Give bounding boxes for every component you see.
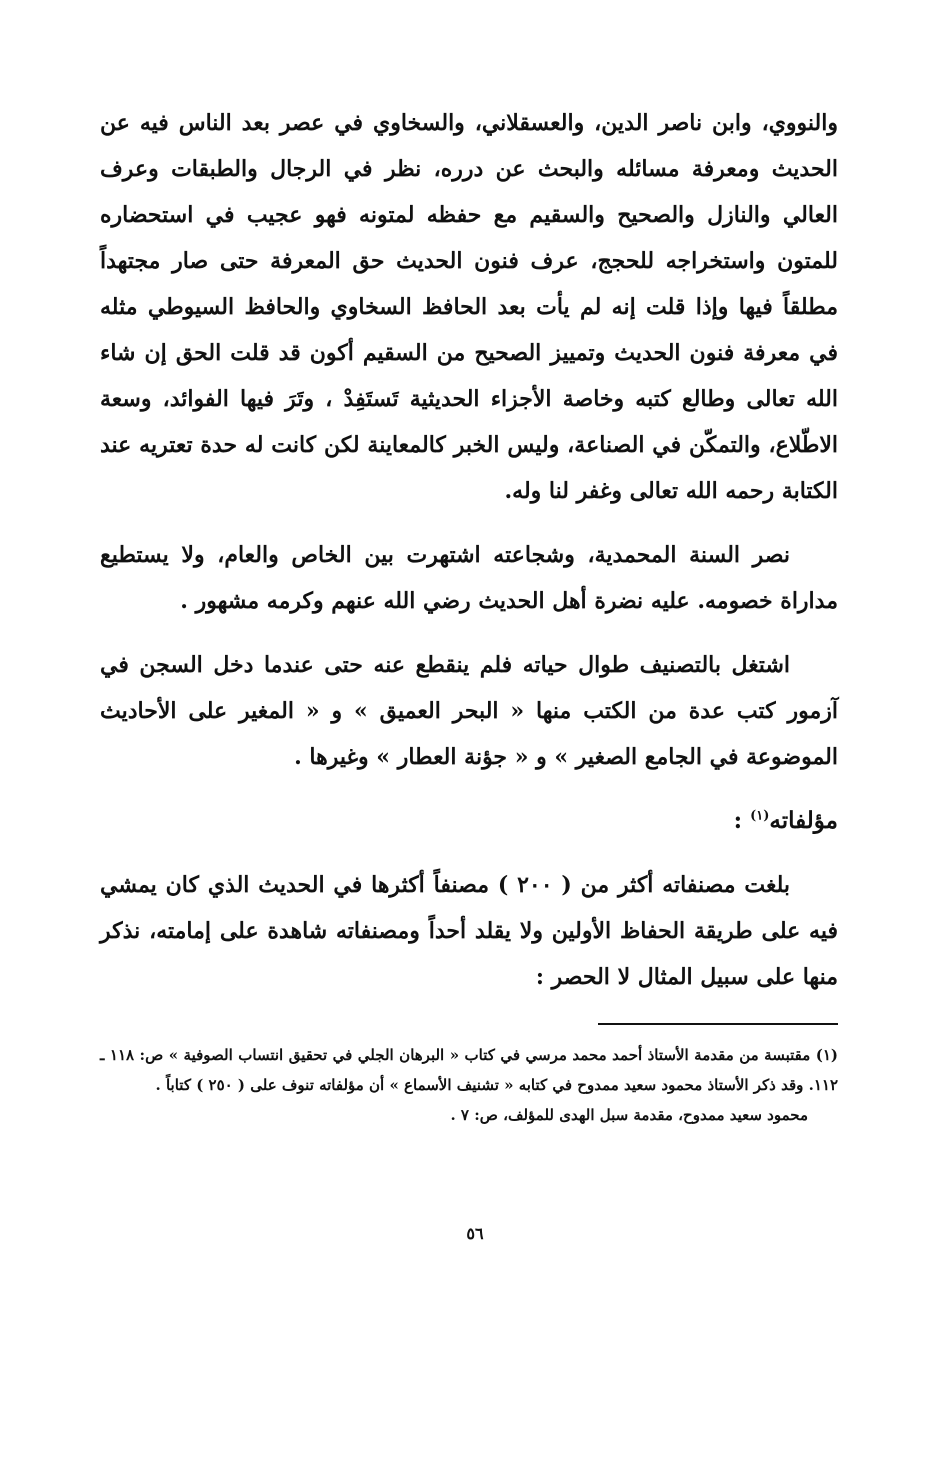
paragraph-2: نصر السنة المحمدية، وشجاعته اشتهرت بين الخاص والعام، ولا يستطيع مداراة خصومه. عليه نضرة أهل الحديث رضي الله عنهم وكرمه مشهور . (100, 542, 838, 614)
paragraph-3: اشتغل بالتصنيف طوال حياته فلم ينقطع عنه حتى عندما دخل السجن في آزمور كتب عدة من الكتب منها « البحر العميق » و « المغير على الأحاديث الموضوعة في الجامع الصغير » و « جؤنة العطار » وغيرها . (100, 652, 838, 770)
page-number: ٥٦ (466, 1224, 484, 1243)
paragraph-4: بلغت مصنفاته أكثر من ( ٢٠٠ ) مصنفاً أكثرها في الحديث الذي كان يمشي فيه على طريقة الحفاظ الأولين ولا يقلد أحداً ومصنفاته شاهدة على إمامته، نذكر منها على سبيل المثال لا الحصر : (100, 872, 838, 990)
footnote-source: محمود سعيد ممدوح، مقدمة سبل الهدى للمؤلف، ص: ٧ . (450, 1106, 808, 1124)
footnotes (100, 1040, 838, 1130)
footnote-separator (598, 1023, 838, 1025)
paragraph-1: والنووي، وابن ناصر الدين، والعسقلاني، والسخاوي في عصر بعد الناس فيه عن الحديث ومعرفة مسائله والبحث عن درره، نظر في الرجال والطبقات وعرف العالي والنازل والصحيح والسقيم مع حفظه لمتونه فهو عجيب في استحضاره للمتون واستخراجه للحجج، عرف فنون الحديث حق المعرفة حتى صار مجتهداً مطلقاً فيها وإذا قلت إنه لم يأت بعد الحافظ السخاوي والحافظ السيوطي مثله في معرفة فنون الحديث وتمييز الصحيح من السقيم أكون قد قلت الحق إن شاء الله تعالى وطالع كتبه وخاصة الأجزاء الحديثية تَستَفِدْ ، وتَرَ فيها الفوائد، وسعة الاطّلاع، والتمكّن في الصناعة، وليس الخبر كالمعاينة لكن كانت له حدة تعتريه عند الكتابة رحمه الله تعالى وغفر لنا وله. (100, 110, 838, 504)
main-text (100, 100, 838, 1000)
heading-label: مؤلفاته (769, 807, 838, 834)
heading-suffix: : (733, 807, 751, 834)
footnote-reference: (١) (750, 808, 770, 824)
footnote-1: (١) مقتبسة من مقدمة الأستاذ أحمد محمد مرسي في كتاب « البرهان الجلي في تحقيق انتساب الصوفية » ص: ١١٨ ـ ١١٢. وقد ذكر الأستاذ محمود سعيد ممدوح في كتابه « تشنيف الأسماع » أن مؤلفاته تنوف على ( ٢٥٠ ) كتاباً . (100, 1046, 838, 1094)
section-heading (100, 798, 838, 844)
